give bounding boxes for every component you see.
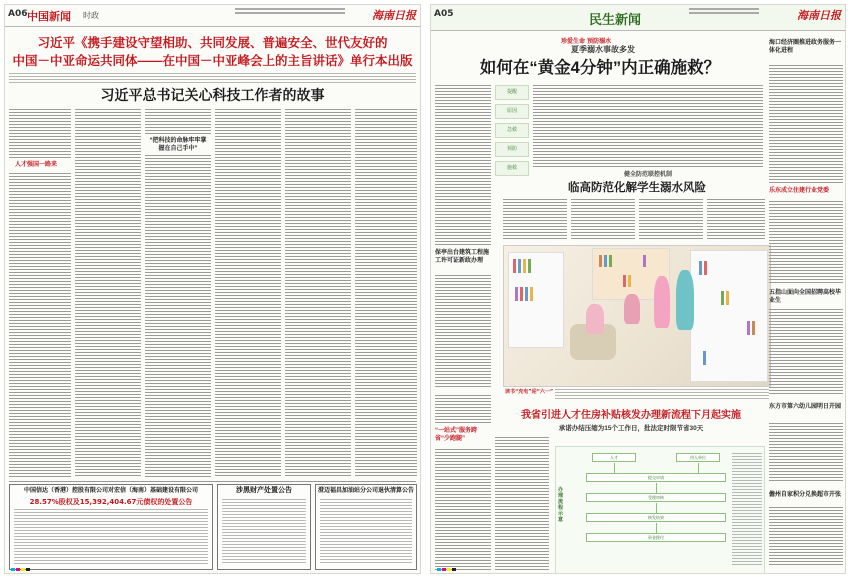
bookshelf (690, 250, 768, 382)
side-tag: 原因 (495, 104, 529, 119)
left-text-column (75, 109, 141, 477)
left-headline-line2: 中国－中亚命运共同体——在中国－中亚峰会上的主旨讲话》单行本出版 (12, 54, 413, 68)
flow-node: 提交申请 (586, 473, 726, 482)
left-text-column (145, 109, 211, 135)
right-section-name: 民生新闻 (589, 13, 642, 28)
flow-node: 核发结果 (586, 513, 726, 522)
library-photo (503, 245, 771, 387)
ad-body-text (320, 499, 412, 565)
flow-arrow (656, 503, 657, 513)
rail-text (769, 201, 843, 285)
flow-notes-text (732, 453, 762, 565)
right-masthead (431, 5, 845, 31)
main-headline: 如何在“黄金4分钟”内正确施救？ (479, 59, 721, 77)
right-page-number: A05 (434, 9, 454, 19)
left-feature-title: 习近平总书记关心科技工作者的故事 (100, 87, 325, 103)
bookshelf (508, 252, 564, 348)
second-kicker: 健全防范联控机制 (623, 172, 672, 178)
rail-headline: 儋州自家积分兑换超市开张 (769, 492, 842, 498)
left-newspaper-page (4, 4, 421, 574)
side-tag-list (495, 85, 529, 180)
child-standing (624, 294, 640, 324)
second-headline: 临高防范化解学生溺水风险 (568, 182, 706, 194)
rail-text (769, 309, 843, 395)
second-story-text (571, 199, 635, 241)
flow-node: 用人单位 (676, 453, 720, 462)
color-registration-marks (437, 568, 456, 571)
flow-node: 受理审核 (586, 493, 726, 502)
flow-arrow (614, 463, 615, 473)
flow-arrow (656, 483, 657, 493)
bottom-story-text (495, 437, 549, 571)
rail-text (769, 507, 843, 565)
rail-text (769, 65, 843, 183)
flow-node: 人才 (592, 453, 636, 462)
left-column-head: 人才强国一路来 (15, 162, 58, 168)
ad-subtitle: 28.57%股权及15,392,404.67元债权的处置公告 (29, 498, 193, 506)
child-standing (676, 270, 694, 330)
bottom-headline: 我省引进人才住房补贴核发办理新流程下月起实施 (521, 410, 741, 421)
rail-headline: 海口经济圈推进政务服务一体化进程 (769, 40, 842, 54)
left-lead-text (9, 73, 416, 83)
rail-headline: 乐东成立住建行业党委 (769, 188, 830, 194)
second-story-text (639, 199, 703, 241)
right-left-column-text (435, 85, 491, 245)
side-tag: 施救 (495, 161, 529, 176)
theme-tags: 珍爱生命 预防溺水 (561, 38, 612, 45)
ad-body-text (222, 499, 306, 565)
side-tag: 预防 (495, 142, 529, 157)
right-masthead-info (689, 8, 759, 16)
left-masthead-info (235, 8, 345, 16)
right-news-rail (767, 35, 845, 569)
photo-caption-text (555, 389, 769, 401)
rail-headline: 东方市第六幼儿园明日开园 (769, 404, 842, 410)
flow-title: 办理流程示意 (558, 487, 564, 523)
small-left-headline: 保亭出台建筑工程施工许可证新政办理 (435, 250, 490, 264)
right-masthead-logo: 海南日报 (797, 9, 841, 22)
main-kicker: 夏季溺水事故多发 (571, 45, 635, 54)
left-ad-divider (9, 481, 416, 482)
left-text-column (9, 173, 71, 477)
child-reading (586, 304, 604, 334)
bottom-subheadline: 承诺办结压缩为15个工作日，批法定时限节省30天 (558, 425, 704, 432)
ad-title: 涉黑财产处置公告 (236, 486, 292, 494)
left-text-column (9, 109, 71, 159)
left-headline-line1: 习近平《携手建设守望相助、共同发展、普遍安全、世代友好的 (37, 36, 388, 50)
right-left-column-text (435, 449, 491, 571)
second-story-text (503, 199, 567, 241)
side-tag: 急救 (495, 123, 529, 138)
left-column-head: “把科技的命脉牢牢掌握在自己手中” (149, 138, 207, 152)
left-text-column (285, 109, 351, 477)
flow-node: 资金拨付 (586, 533, 726, 542)
right-newspaper-page (430, 4, 846, 574)
flow-arrow (698, 463, 699, 473)
left-masthead-logo: 海南日报 (372, 9, 416, 22)
ad-block (217, 484, 311, 570)
side-tag: 提醒 (495, 85, 529, 100)
main-story-text (533, 85, 763, 167)
photo-caption-head: 读书“充电”迎“六一” (505, 389, 554, 395)
color-registration-marks (11, 568, 30, 571)
left-sub-section: 时政 (83, 11, 99, 20)
left-text-column (215, 109, 281, 477)
child-standing (654, 276, 670, 328)
flow-arrow (656, 523, 657, 533)
ad-block (315, 484, 417, 570)
right-left-column-text (435, 275, 491, 387)
ad-title: 中国信达（香港）控股有限公司对宏信（海南）基础建设有限公司 (23, 487, 198, 494)
process-flow-chart (555, 446, 765, 574)
ad-block (9, 484, 213, 570)
rail-text (769, 423, 843, 483)
rail-headline: 五指山面向全国招聘高校毕业生 (769, 290, 842, 304)
right-left-column-text (435, 395, 491, 425)
left-page-number: A06 (8, 9, 28, 19)
left-text-column (145, 155, 211, 477)
left-text-column (355, 109, 417, 477)
left-section-name: 中国新闻 (27, 10, 71, 23)
left-masthead (5, 5, 420, 27)
ad-title: 澄迈福昌加油站分公司退伙清算公告 (317, 487, 414, 494)
ad-body-text (14, 509, 208, 565)
left-bottom-headline: “一站式”服务跨省“少跑腿” (435, 428, 478, 442)
second-story-text (707, 199, 765, 241)
